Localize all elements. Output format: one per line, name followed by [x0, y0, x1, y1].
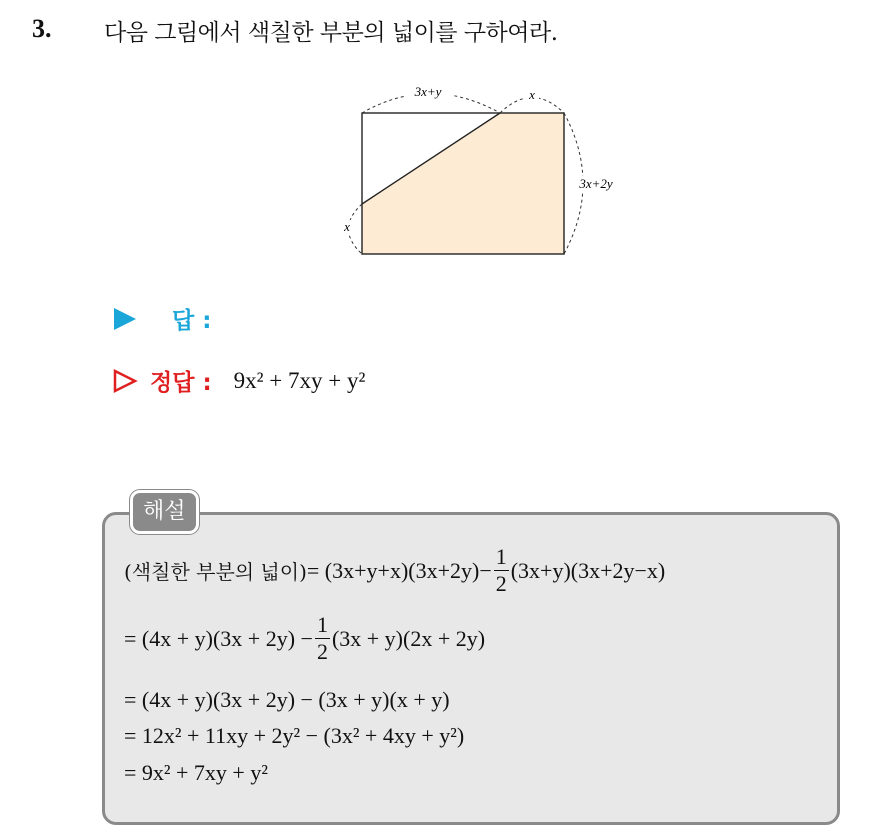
fraction-half: $\frac{1}{2}$	[495, 544, 507, 596]
solution-line-1	[124, 546, 665, 595]
question-number: 3.	[32, 14, 52, 43]
correct-answer-label: 정답 :	[150, 370, 212, 396]
answer-label: 답 :	[172, 308, 212, 334]
solution-line-2-tail: (3x + y)(2x + 2y)	[331, 625, 486, 651]
answer-row	[112, 302, 211, 335]
solution-tab: 해설	[130, 490, 199, 534]
label-top-right: x	[529, 87, 535, 102]
label-left: x	[344, 219, 350, 234]
fraction-half: $\frac{1}{2}$	[316, 612, 328, 664]
solid-play-icon	[112, 306, 138, 332]
label-right: 3x+2y	[579, 176, 613, 191]
solution-line-3: = (4x + y)(3x + 2y) − (3x + y)(x + y)	[124, 687, 450, 712]
solution-line-2-head: = (4x + y)(3x + 2y) −	[124, 625, 313, 651]
correct-answer-row	[112, 364, 365, 397]
solution-line-1-tail: (3x+y)(3x+2y−x)	[510, 557, 666, 583]
solution-line-4: = 12x² + 11xy + 2y² − (3x² + 4xy + y²)	[124, 723, 465, 748]
correct-answer-value: 9x² + 7xy + y²	[233, 367, 366, 393]
question-text: 다음 그림에서 색칠한 부분의 넓이를 구하여라.	[104, 20, 558, 46]
solution-line-1-expr: = (3x+y+x)(3x+2y)−	[306, 557, 492, 583]
hollow-play-icon	[112, 368, 138, 394]
solution-line-2	[124, 614, 485, 663]
figure-diagram	[330, 78, 630, 268]
solution-line-1-prefix: (색칠한 부분의 넓이)	[124, 560, 307, 584]
solution-line-5: = 9x² + 7xy + y²	[124, 760, 268, 785]
label-top: 3x+y	[414, 84, 442, 99]
